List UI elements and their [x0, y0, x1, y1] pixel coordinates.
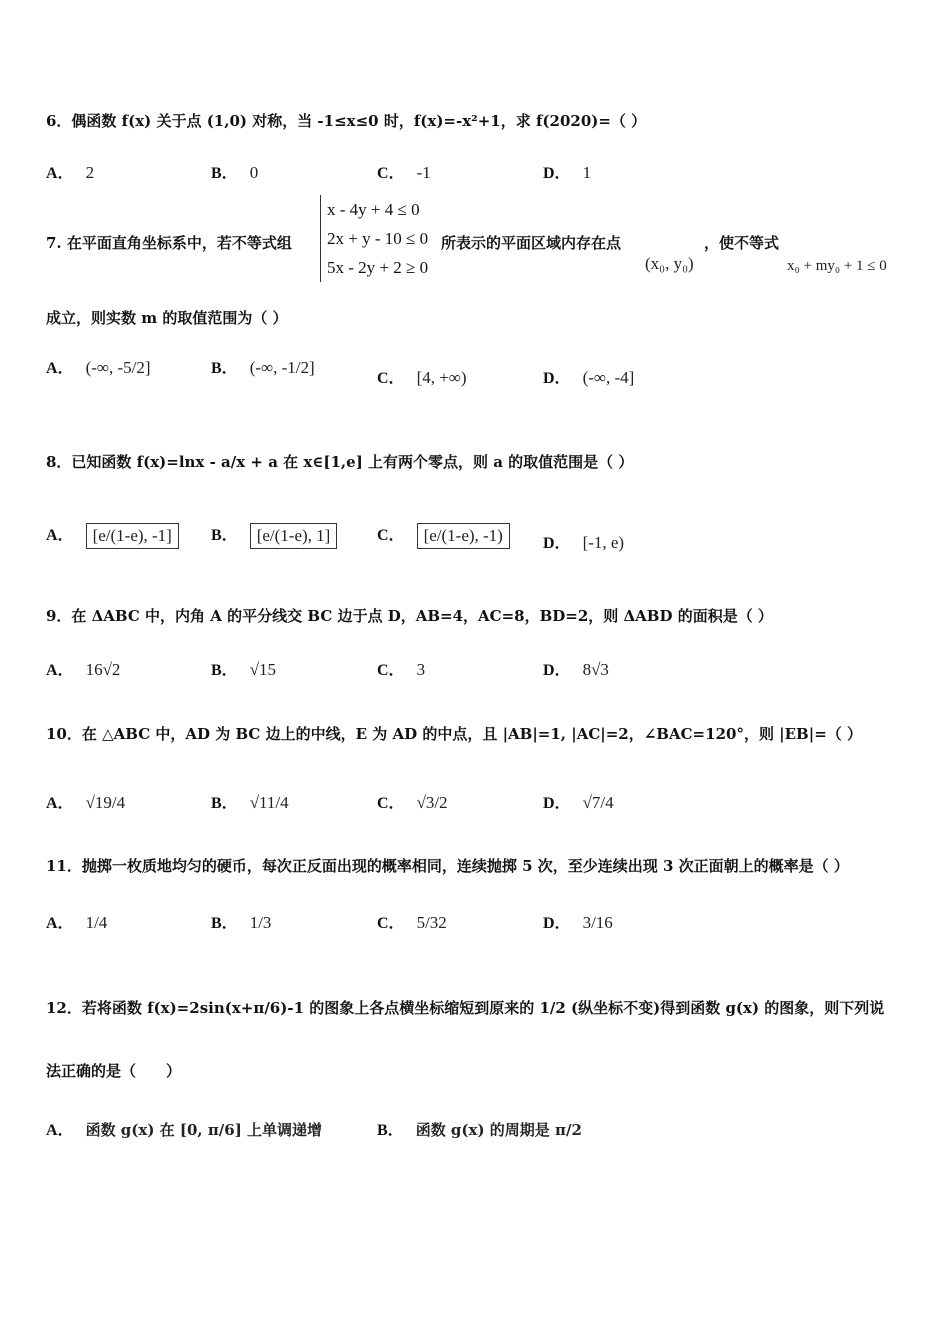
q6-stem: 6．偶函数 f(x) 关于点 (1,0) 对称，当 -1≤x≤0 时，f(x)=-x²+1，求 f(2020)=（ ） — [46, 112, 647, 130]
q6-option-d[interactable]: D． 1 — [543, 163, 592, 182]
q6-option-a[interactable]: A． 2 — [46, 163, 95, 182]
q7-option-b[interactable]: B． (-∞, -1/2] — [211, 358, 315, 377]
q12-stem-part2: 法正确的是（ ） — [46, 1062, 182, 1080]
q6-option-b[interactable]: B． 0 — [211, 163, 259, 182]
q11-option-c[interactable]: C． 5/32 — [377, 913, 447, 932]
q11-option-d[interactable]: D． 3/16 — [543, 913, 613, 932]
q11-option-b[interactable]: B． 1/3 — [211, 913, 272, 932]
q10-stem: 10．在 △ABC 中，AD 为 BC 边上的中线，E 为 AD 的中点，且 |AB|=1, |AC|=2，∠BAC=120°，则 |EB|=（ ） — [46, 725, 862, 743]
q9-option-a[interactable]: A． 16√2 — [46, 660, 121, 679]
q9-option-d[interactable]: D． 8√3 — [543, 660, 609, 679]
q12-option-a[interactable]: A． 函数 g(x) 在 [0, π/6] 上单调递增 — [46, 1121, 323, 1139]
q11-stem: 11．抛掷一枚质地均匀的硬币，每次正反面出现的概率相同，连续抛掷 5 次，至少连续出现 3 次正面朝上的概率是（ ） — [46, 857, 849, 875]
q7-stem-part3: ，使不等式 — [704, 234, 780, 252]
q7-point: (x₀, y₀) — [645, 254, 694, 273]
q7-option-a[interactable]: A． (-∞, -5/2] — [46, 358, 151, 377]
q9-stem: 9．在 ΔABC 中，内角 A 的平分线交 BC 边于点 D，AB=4，AC=8，BD=2，则 ΔABD 的面积是（ ） — [46, 607, 773, 625]
q10-option-a[interactable]: A． √19/4 — [46, 793, 126, 812]
q7-stem-part2: 所表示的平面区域内存在点 — [441, 234, 622, 252]
q7-stem-part4: 成立，则实数 m 的取值范围为（ ） — [46, 309, 288, 327]
q9-option-c[interactable]: C． 3 — [377, 660, 426, 679]
q10-option-d[interactable]: D． √7/4 — [543, 793, 614, 812]
q11-option-a[interactable]: A． 1/4 — [46, 913, 108, 932]
q10-option-b[interactable]: B． √11/4 — [211, 793, 289, 812]
q7-inequality: x₀ + my₀ + 1 ≤ 0 — [787, 258, 887, 274]
q8-option-c[interactable]: C． [e/(1-e), -1) — [377, 522, 510, 549]
q12-option-b[interactable]: B． 函数 g(x) 的周期是 π/2 — [377, 1121, 582, 1139]
q12-stem: 12．若将函数 f(x)=2sin(x+π/6)-1 的图象上各点横坐标缩短到原来的 1/2 (纵坐标不变)得到函数 g(x) 的图象，则下列说 — [46, 999, 885, 1017]
q7-inequality-system: x - 4y + 4 ≤ 0 2x + y - 10 ≤ 0 5x - 2y + 2 ≥ 0 — [320, 195, 428, 282]
q10-option-c[interactable]: C． √3/2 — [377, 793, 448, 812]
q9-option-b[interactable]: B． √15 — [211, 660, 277, 679]
q6-option-c[interactable]: C． -1 — [377, 163, 431, 182]
q7-option-c[interactable]: C． [4, +∞) — [377, 368, 467, 387]
q8-stem: 8．已知函数 f(x)=lnx - a/x + a 在 x∈[1,e] 上有两个零点，则 a 的取值范围是（ ） — [46, 453, 634, 471]
q8-option-d[interactable]: D． [-1, e) — [543, 533, 625, 552]
q8-option-b[interactable]: B． [e/(1-e), 1] — [211, 522, 337, 549]
q8-option-a[interactable]: A． [e/(1-e), -1] — [46, 522, 179, 549]
q7-stem: 7. 在平面直角坐标系中，若不等式组 — [46, 234, 292, 252]
q7-option-d[interactable]: D． (-∞, -4] — [543, 368, 635, 387]
